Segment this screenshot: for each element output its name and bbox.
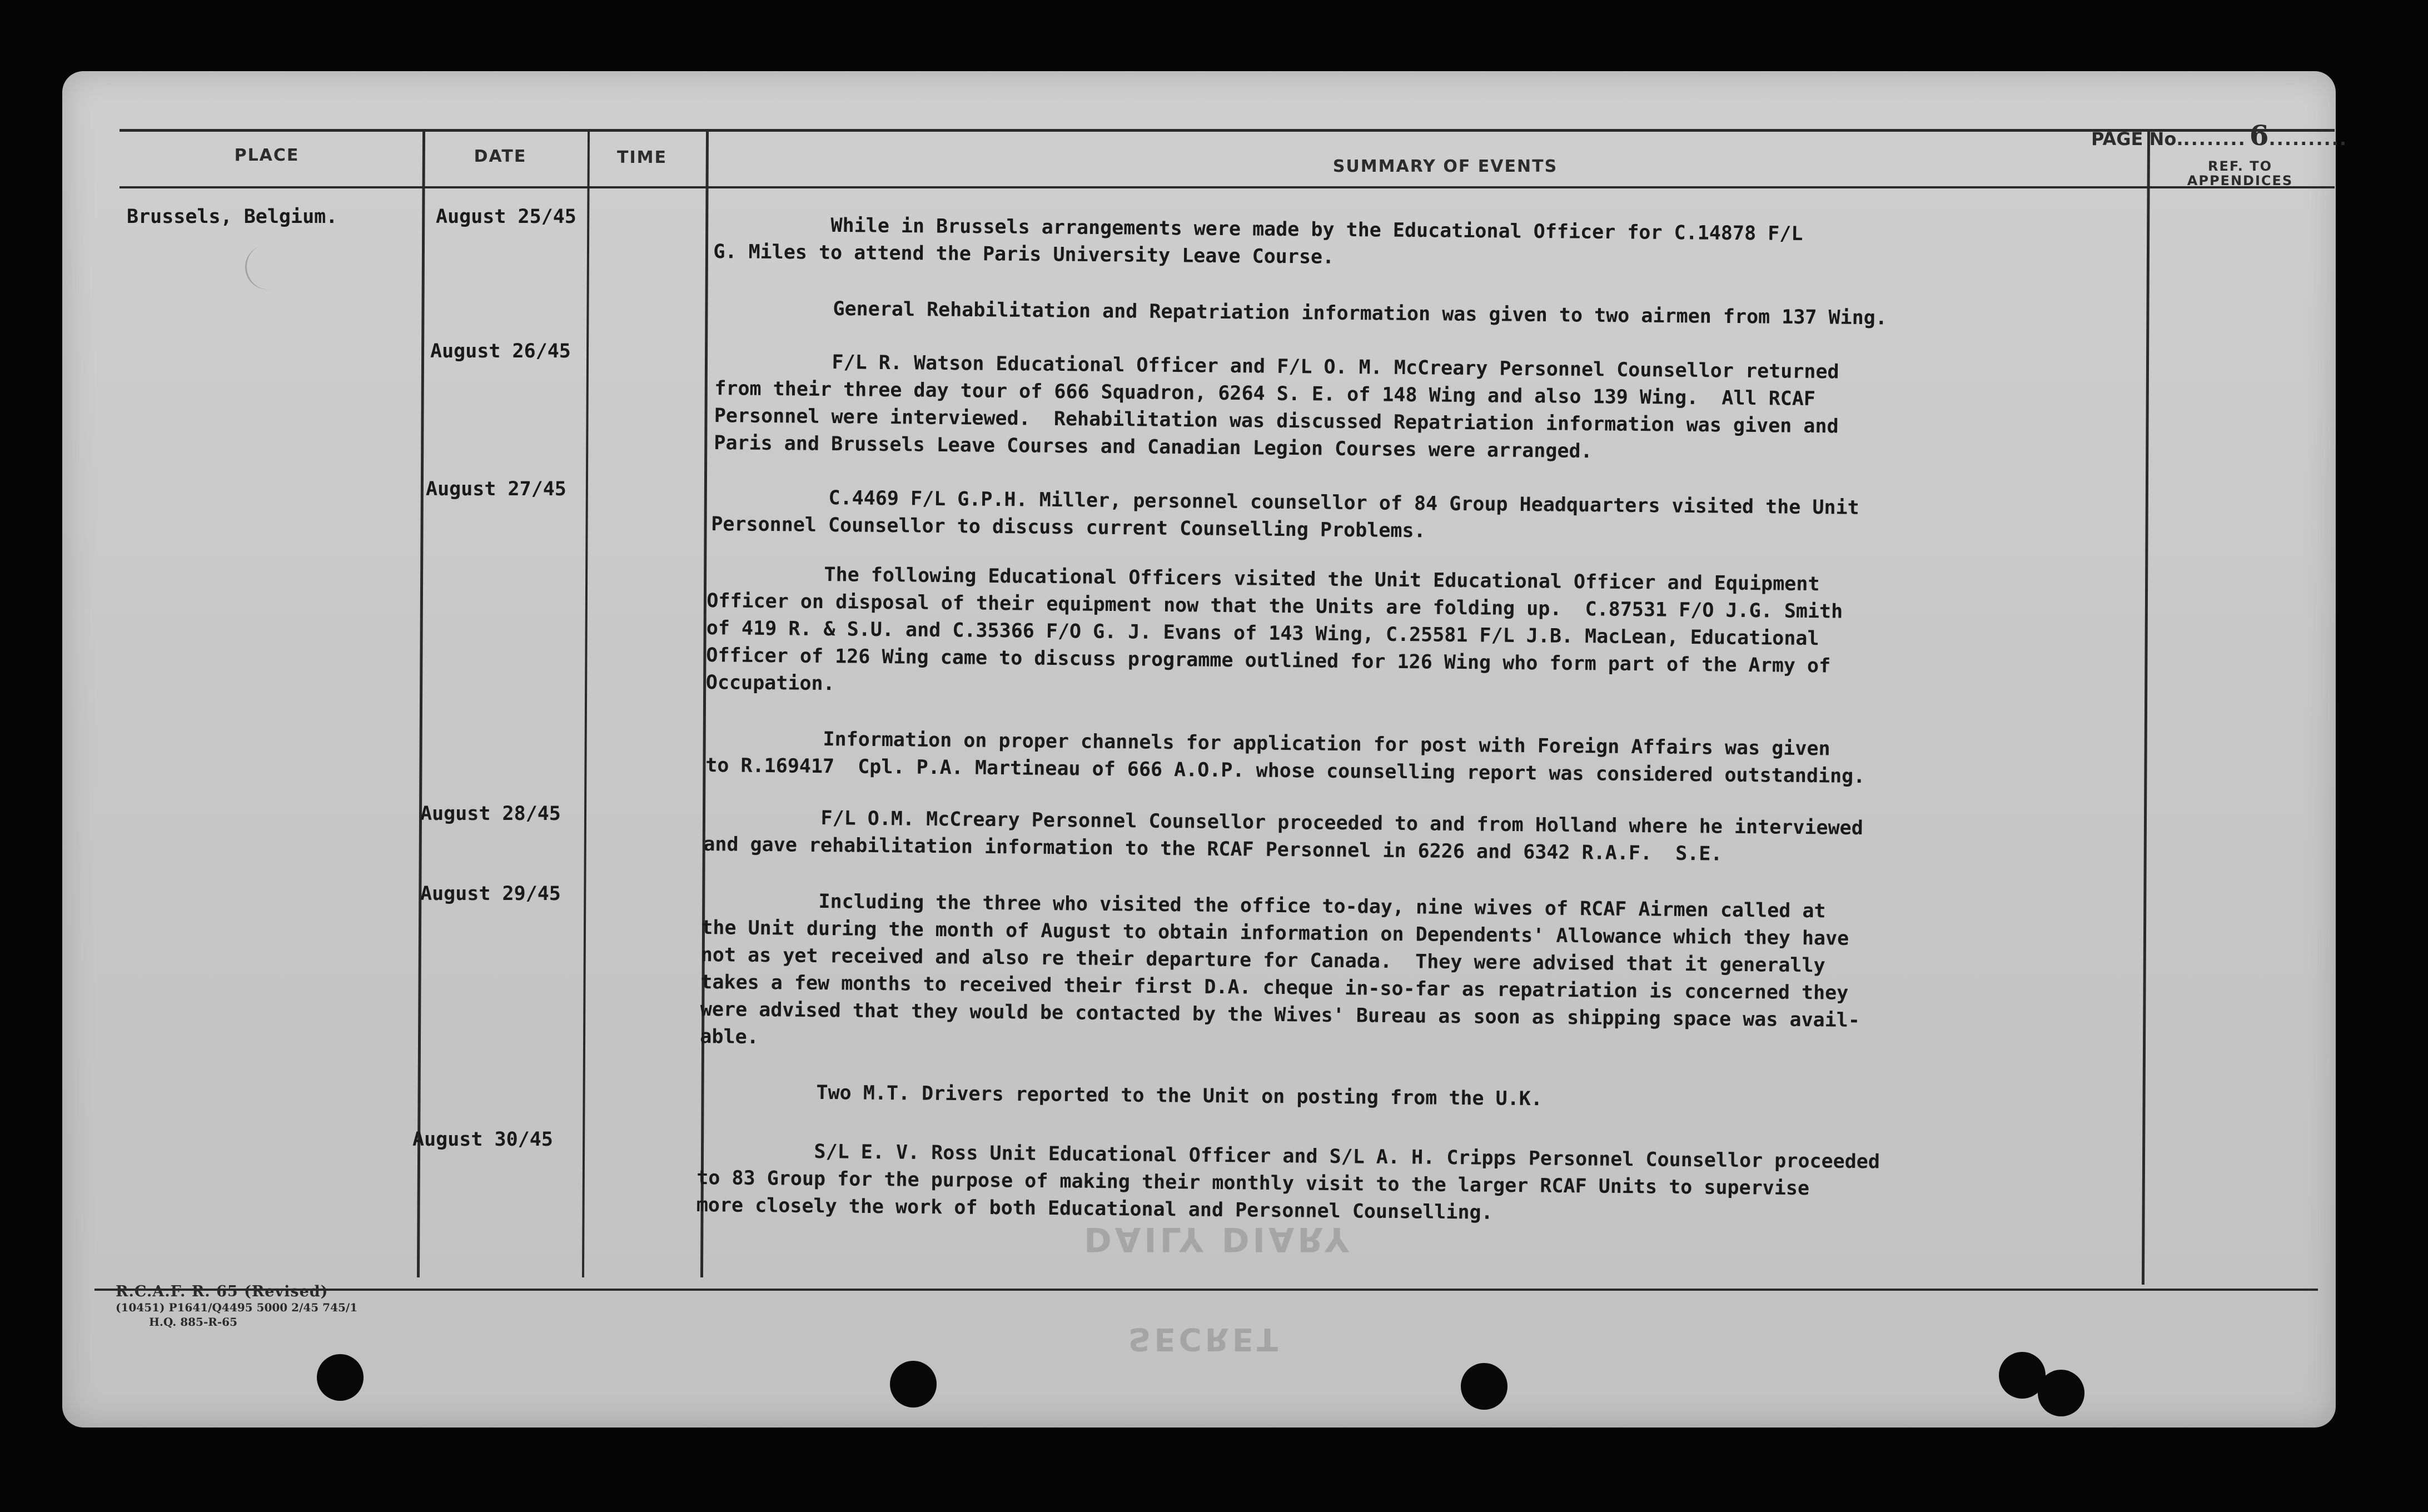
summary-paragraph: Including the three who visited the office to-day, nine wives of RCAF Airmen called at the Unit during the month of August to obtain information on Dependents' Allowance which they have not as yet received and also re their departure for Canada. They were advised that it generally takes a few months to received their first D.A. cheque in-so-far as repatriation is concerned they were advised that they would be contacted by the Wives' Bureau as soon as shipping space was avail- able. <box>700 889 1860 1048</box>
date-entry: August 25/45 <box>436 206 576 228</box>
form-number: R.C.A.F. R. 65 (Revised) <box>116 1283 329 1300</box>
date-entry: August 30/45 <box>412 1128 553 1151</box>
summary-paragraph: The following Educational Officers visited the Unit Educational Officer and Equipment Officer on disposal of their equipment now that the Units are folding up. C.87531 F/O J.G. Smith of 419 R. & S.U. and C.35366 F/O G. J. Evans of 143 Wing, C.25581 F/L J.B. MacLean, Educational Officer of 126 Wing came to discuss programme outlined for 126 Wing who form part of the Army of Occupation. <box>705 562 1843 695</box>
date-entry: August 27/45 <box>426 478 566 500</box>
column-header-place: PLACE <box>234 146 300 165</box>
summary-paragraph: Information on proper channels for application for post with Foreign Affairs was given to R.169417 Cpl. P.A. Martineau of 666 A.O.P. whose counselling report was considered outstanding. <box>705 727 1865 788</box>
summary-paragraph: C.4469 F/L G.P.H. Miller, personnel counsellor of 84 Group Headquarters visited the Unit Personnel Counsellor to discuss current Counselling Problems. <box>711 485 1859 543</box>
summary-paragraph: F/L O.M. McCreary Personnel Counsellor proceeded to and from Holland where he interviewed and gave rehabilitation information to the RCAF Personnel in 6226 and 6342 R.A.F. S.E. <box>703 805 1863 866</box>
column-header-date: DATE <box>474 147 527 166</box>
punch-hole <box>890 1361 937 1407</box>
punch-hole <box>2038 1370 2084 1416</box>
summary-paragraph: Two M.T. Drivers reported to the Unit on posting from the U.K. <box>699 1080 1543 1111</box>
bleed-through-daily-diary: DAILY DIARY <box>1084 1220 1352 1259</box>
bleed-through-secret: SECRET <box>1128 1321 1282 1357</box>
summary-paragraph: While in Brussels arrangements were made by the Educational Officer for C.14878 F/L G. Miles to attend the Paris University Leave Course. <box>713 213 1803 268</box>
date-entry: August 28/45 <box>420 803 561 825</box>
page-number-value: 6 <box>2249 119 2269 152</box>
page-number-label: PAGE No. <box>2091 128 2183 150</box>
date-entry: August 29/45 <box>420 883 561 905</box>
hq-code: H.Q. 885-R-65 <box>149 1315 238 1329</box>
date-entry: August 26/45 <box>430 340 571 362</box>
column-header-ref: REF. TO APPENDICES <box>2187 158 2293 188</box>
summary-paragraph: S/L E. V. Ross Unit Educational Officer and S/L A. H. Cripps Personnel Counsellor proceeded to 83 Group for the purpose of making their monthly visit to the larger RCAF Units to supervise more closely the work of both Educational and Personnel Counselling. <box>696 1139 1880 1224</box>
column-header-summary: SUMMARY OF EVENTS <box>1332 157 1558 176</box>
punch-hole <box>1461 1363 1507 1410</box>
page-number: PAGE No......... 6.......... <box>2091 119 2348 152</box>
header-top-rule <box>120 129 2335 132</box>
summary-paragraph: F/L R. Watson Educational Officer and F/L O. M. McCreary Personnel Counsellor returned from their three day tour of 666 Squadron, 6264 S. E. of 148 Wing and also 139 Wing. All RCAF Personnel were interviewed. Rehabilitation was discussed Repatriation information was given and Paris and Brussels Leave Courses and Canadian Legion Courses were arranged. <box>714 350 1839 463</box>
punch-hole <box>317 1354 364 1401</box>
column-header-time: TIME <box>617 148 667 167</box>
form-footer <box>116 1283 357 1329</box>
summary-paragraph: General Rehabilitation and Repatriation information was given to two airmen from 137 Wing. <box>715 296 1888 330</box>
footer-rule <box>94 1289 2318 1291</box>
print-code: (10451) P1641/Q4495 5000 2/45 745/1 <box>116 1301 358 1314</box>
place-entry: Brussels, Belgium. <box>127 206 338 228</box>
header-bottom-rule <box>120 186 2335 188</box>
